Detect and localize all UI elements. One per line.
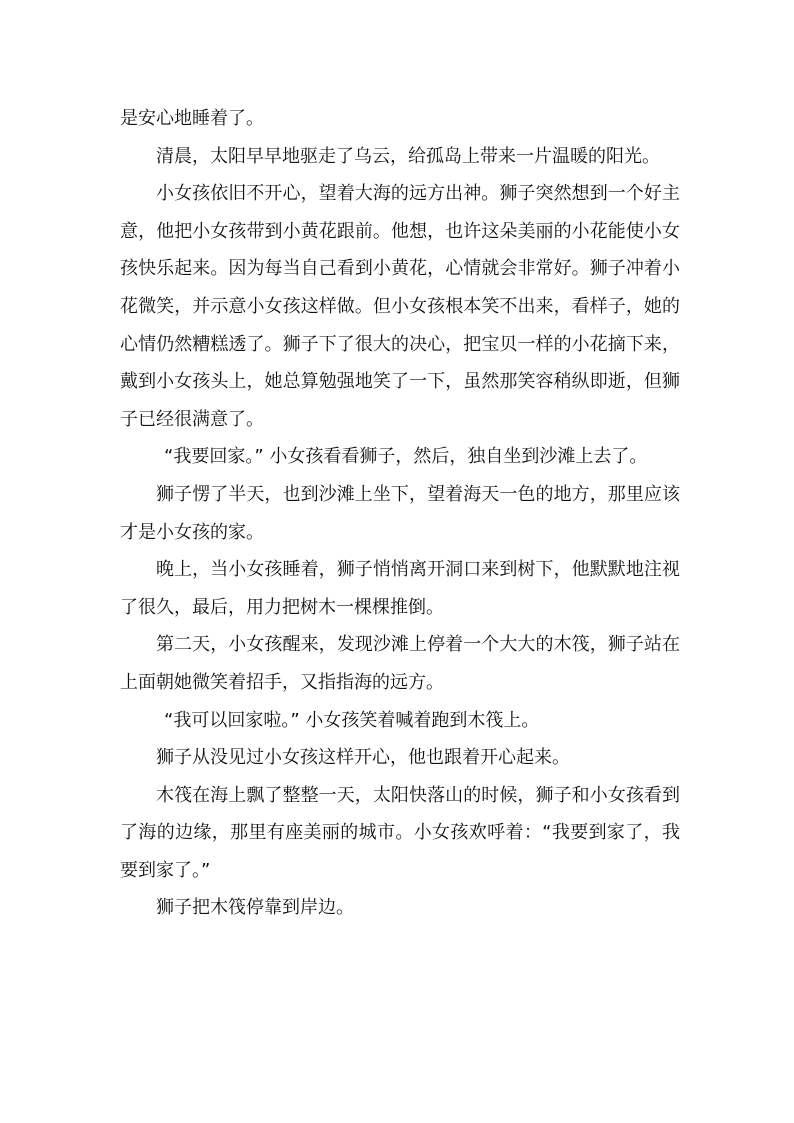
paragraph-6: 晚上，当小女孩睡着，狮子悄悄离开洞口来到树下，他默默地注视了很久，最后，用力把树木一棵棵推倒。	[120, 559, 680, 618]
paragraph-5: 狮子愣了半天，也到沙滩上坐下，望着海天一色的地方，那里应该才是小女孩的家。	[120, 483, 680, 543]
paragraph-9: 狮子从没见过小女孩这样开心，他也跟着开心起来。	[156, 747, 570, 769]
paragraph-3: 小女孩依旧不开心，望着大海的远方出神。狮子突然想到一个好主意，他把小女孩带到小黄花跟前。他想，也许这朵美丽的小花能使小女孩快乐起来。因为每当自己看到小黄花，心情就会非常好。狮子冲着小花微笑，并示意小女孩这样做。但小女孩根本笑不出来，看样子，她的心情仍然糟糕透了。狮子下了很大的决心，把宝贝一样的小花摘下来，戴到小女孩头上，她总算勉强地笑了一下，虽然那笑容稍纵即逝，但狮子已经很满意了。	[120, 183, 680, 430]
paragraph-10: 木筏在海上飘了整整一天，太阳快落山的时候，狮子和小女孩看到了海的边缘，那里有座美丽的城市。小女孩欢呼着：“我要到家了，我要到家了。”	[120, 784, 680, 881]
paragraph-2: 清晨，太阳早早地驱走了乌云，给孤岛上带来一片温暖的阳光。	[156, 145, 660, 167]
paragraph-8: “我可以回家啦。” 小女孩笑着喊着跑到木筏上。	[164, 709, 540, 731]
paragraph-1: 是安心地睡着了。	[120, 108, 264, 129]
paragraph-4: “我要回家。” 小女孩看看狮子，然后，独自坐到沙滩上去了。	[164, 446, 648, 468]
story-text	[120, 100, 680, 927]
paragraph-7: 第二天，小女孩醒来，发现沙滩上停着一个大大的木筏，狮子站在上面朝她微笑着招手，又指指海的远方。	[120, 634, 680, 693]
paragraph-11: 狮子把木筏停靠到岸边。	[156, 897, 354, 919]
